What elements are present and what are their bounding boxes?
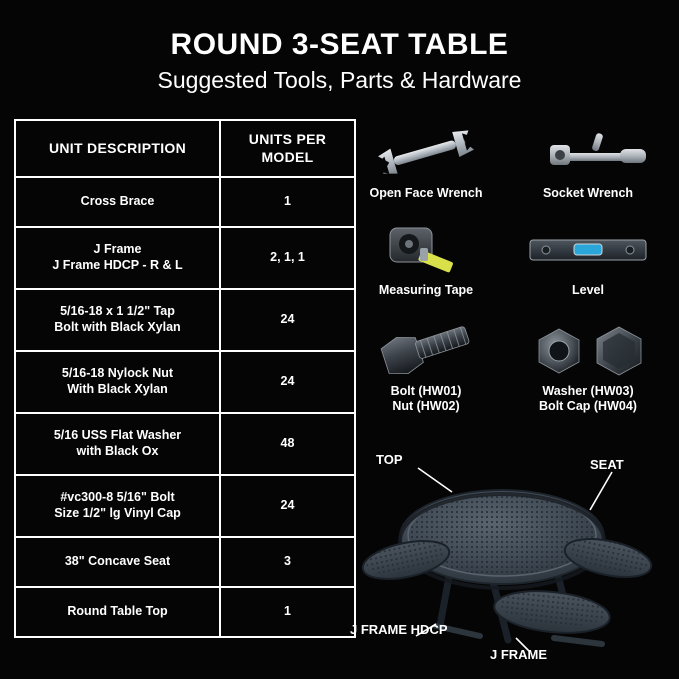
cell-description: 5/16 USS Flat Washer with Black Ox: [15, 413, 220, 475]
tools-grid: [345, 122, 669, 414]
tools-row-1: [345, 122, 669, 201]
column-header-description: UNIT DESCRIPTION: [15, 120, 220, 177]
callout-seat: SEAT: [590, 457, 624, 472]
table-row: [15, 537, 355, 587]
tool-label: Bolt (HW01) Nut (HW02): [390, 384, 462, 413]
socket-wrench-icon: [507, 122, 669, 184]
tool-item-bolt-nut: [345, 320, 507, 414]
cell-units: 3: [220, 537, 355, 587]
table-row: [15, 475, 355, 537]
tool-item-open-face-wrench: [345, 122, 507, 201]
tool-label: Level: [572, 283, 604, 297]
cell-units: 24: [220, 289, 355, 351]
tool-item-socket-wrench: [507, 122, 669, 201]
tool-label: Socket Wrench: [542, 186, 634, 200]
round-table-drawing: [340, 440, 679, 679]
cell-units: 2, 1, 1: [220, 227, 355, 289]
cell-units: 24: [220, 351, 355, 413]
tool-item-washer-boltcap: [507, 320, 669, 414]
product-illustration: [340, 440, 679, 679]
tools-row-2: [345, 219, 669, 298]
table-row: [15, 177, 355, 227]
title-block: [0, 28, 679, 94]
cell-description: 38" Concave Seat: [15, 537, 220, 587]
cell-units: 1: [220, 177, 355, 227]
column-header-units: UNITS PER MODEL: [220, 120, 355, 177]
table-row: [15, 227, 355, 289]
cell-description: J Frame J Frame HDCP - R & L: [15, 227, 220, 289]
cell-description: 5/16-18 x 1 1/2" Tap Bolt with Black Xylan: [15, 289, 220, 351]
level-icon: [507, 219, 669, 281]
cell-description: Cross Brace: [15, 177, 220, 227]
tool-label: Measuring Tape: [378, 283, 474, 297]
page-title: ROUND 3-SEAT TABLE: [170, 28, 509, 61]
bolt-nut-icon: [345, 320, 507, 382]
table-row: [15, 351, 355, 413]
tool-item-level: [507, 219, 669, 298]
table-row: [15, 587, 355, 637]
tool-label: Open Face Wrench: [369, 186, 483, 200]
callout-top: TOP: [376, 452, 403, 467]
tool-item-measuring-tape: [345, 219, 507, 298]
table-row: [15, 289, 355, 351]
parts-table: [14, 119, 356, 638]
cell-description: 5/16-18 Nylock Nut With Black Xylan: [15, 351, 220, 413]
table-body: [15, 177, 355, 637]
table-row: [15, 413, 355, 475]
cell-units: 48: [220, 413, 355, 475]
tool-label: Washer (HW03) Bolt Cap (HW04): [539, 384, 637, 413]
cell-units: 1: [220, 587, 355, 637]
open-face-wrench-icon: [345, 122, 507, 184]
measuring-tape-icon: [345, 219, 507, 281]
callout-j-frame: J FRAME: [490, 647, 548, 662]
table-header-row: [15, 120, 355, 177]
tools-row-3: [345, 320, 669, 414]
cell-units: 24: [220, 475, 355, 537]
page-subtitle: Suggested Tools, Parts & Hardware: [157, 67, 522, 93]
callout-j-frame-hdcp: J FRAME HDCP: [350, 622, 448, 637]
cell-description: Round Table Top: [15, 587, 220, 637]
washer-boltcap-icon: [507, 320, 669, 382]
cell-description: #vc300-8 5/16" Bolt Size 1/2" lg Vinyl Cap: [15, 475, 220, 537]
